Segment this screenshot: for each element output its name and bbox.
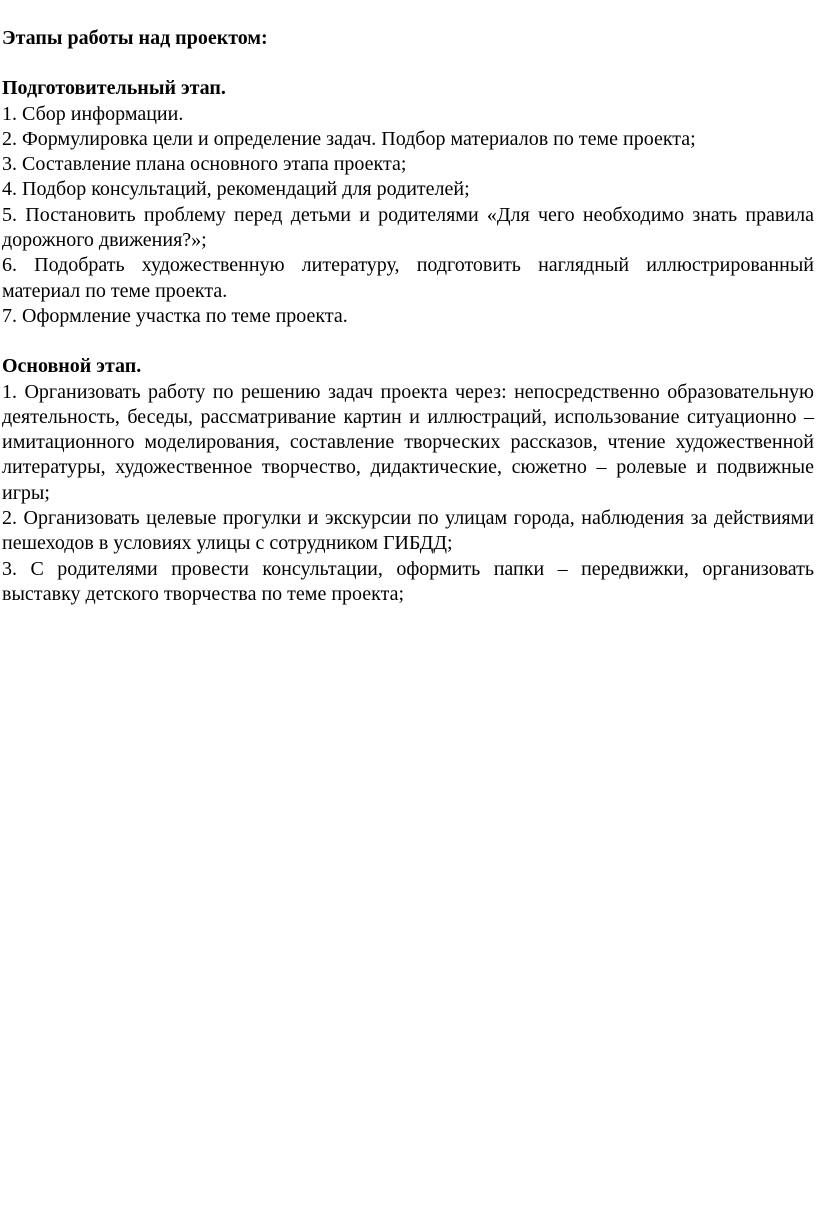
list-item: 2. Формулировка цели и определение задач. Подбор материалов по теме проекта; bbox=[2, 127, 696, 150]
list-item: 1. Организовать работу по решению задач проекта через: непосредственно образовательную деятельность, беседы, рассматривание картин и иллюстраций, использование ситуационно – имитационного моделирования, составление творческих рассказов, чтение художественной литературы, художественное творчество, дидактические, сюжетно – ролевые и подвижные игры; bbox=[2, 380, 814, 504]
list-item: 5. Постановить проблему перед детьми и родителями «Для чего необходимо знать правила дорожного движения?»; bbox=[2, 203, 814, 252]
section-heading: Подготовительный этап. bbox=[2, 77, 226, 100]
list-item: 3. Составление плана основного этапа проекта; bbox=[2, 153, 407, 176]
list-item: 7. Оформление участка по теме проекта. bbox=[2, 304, 348, 327]
section-main-stage bbox=[2, 354, 816, 607]
section-preparatory-stage bbox=[2, 76, 816, 329]
list-item: 2. Организовать целевые прогулки и экскурсии по улицам города, наблюдения за действиями пешеходов в условиях улицы с сотрудником ГИБДД; bbox=[2, 507, 814, 555]
list-item: 3. С родителями провести консультации, оформить папки – передвижки, организовать выставку детского творчества по теме проекта; bbox=[2, 557, 814, 605]
document-title: Этапы работы над проектом: bbox=[2, 27, 268, 49]
list-item: 4. Подбор консультаций, рекомендаций для родителей; bbox=[2, 178, 470, 201]
list-item: 6. Подобрать художественную литературу, подготовить наглядный иллюстрированный материал по теме проекта. bbox=[2, 254, 814, 302]
section-heading: Основной этап. bbox=[2, 355, 142, 378]
list-item: 1. Сбор информации. bbox=[2, 102, 184, 125]
